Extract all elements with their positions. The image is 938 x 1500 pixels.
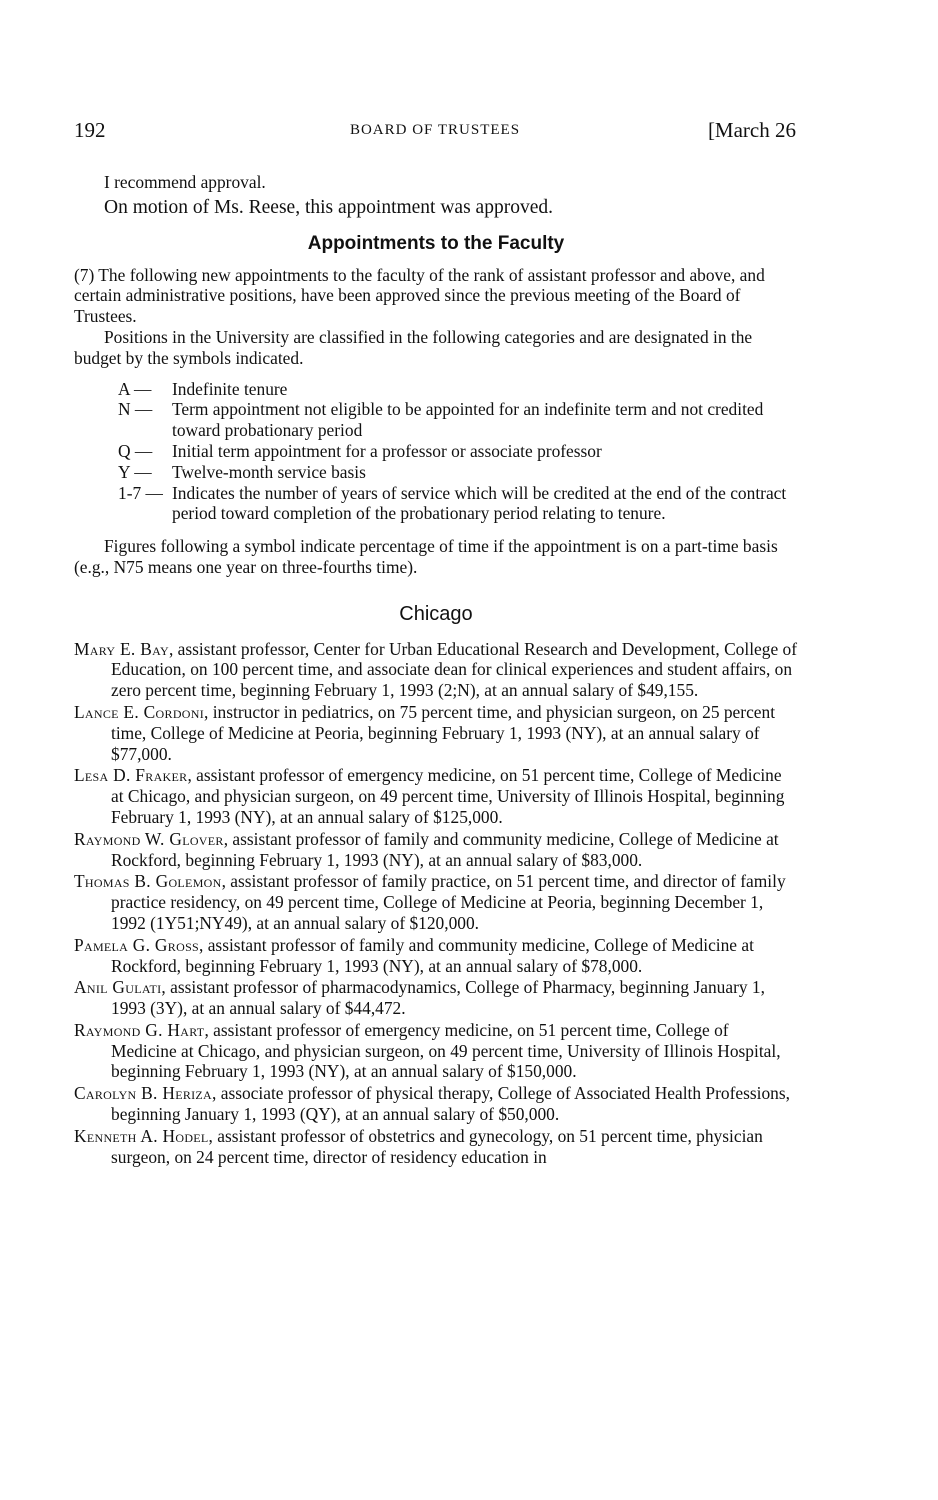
symbol-description: Twelve-month service basis [172,461,366,482]
appointment-entry [74,1020,798,1082]
symbol-code: 1-7 — [118,482,163,503]
symbol-description: Indefinite tenure [172,378,288,399]
symbol-row [118,462,798,483]
symbol-row [118,399,798,441]
appointment-list [74,639,798,1168]
symbol-code: Q — [118,440,153,461]
campus-heading: Chicago [399,602,473,625]
appointment-entry [74,935,798,977]
appointment-entry [74,765,798,827]
appointment-details: , associate professor of physical therapy, College of Associated Health Professions, beginning January 1, 1993 (QY), at an annual salary of $50,000. [111,1083,790,1125]
appointment-details: , assistant professor of pharmacodynamics, College of Pharmacy, beginning January 1, 1993 (3Y), at an annual salary of $44,472. [111,977,765,1019]
appointment-details: , assistant professor of family and community medicine, College of Medicine at Rockford, beginning February 1, 1993 (NY), at an annual salary of $78,000. [111,934,754,976]
symbol-description: Indicates the number of years of service which will be credited at the end of the contract period toward completion of the probationary period relating to tenure. [172,482,787,524]
appointment-entry [74,829,798,871]
appointment-entry [74,977,798,1019]
document-body [74,172,798,1168]
page-number: 192 [74,118,106,142]
symbol-row [118,483,798,525]
symbol-description: Initial term appointment for a professor or associate professor [172,440,602,461]
appointment-entry [74,702,798,764]
appointee-name: Mary E. Bay [74,638,169,659]
appointment-details: , assistant professor of emergency medicine, on 51 percent time, College of Medicine at Chicago, and physician surgeon, on 49 percent time, University of Illinois Hospital, beginning February 1, 1993 (NY), at an annual salary of $150,000. [111,1019,781,1082]
symbol-code: A — [118,378,152,399]
motion-line: On motion of Ms. Reese, this appointment was approved. [104,196,553,218]
appointee-name: Kenneth A. Hodel [74,1125,209,1146]
symbol-row [118,441,798,462]
appointee-name: Anil Gulati [74,977,162,998]
section-heading: Appointments to the Faculty [307,232,565,254]
appointee-name: Pamela G. Gross [74,934,200,955]
appointee-name: Lance E. Cordoni [74,701,205,722]
appointee-name: Carolyn B. Heriza [74,1083,213,1104]
appointee-name: Thomas B. Golemon [74,871,222,892]
symbol-code: N — [118,399,153,420]
appointee-name: Lesa D. Fraker [74,765,188,786]
symbol-description: Term appointment not eligible to be appointed for an indefinite term and not credited toward probationary period [172,399,764,441]
appointee-name: Raymond W. Glover [74,828,224,849]
appointment-details: , assistant professor of family and community medicine, College of Medicine at Rockford, beginning February 1, 1993 (NY), at an annual salary of $83,000. [111,828,779,870]
appointment-details: , assistant professor of emergency medicine, on 51 percent time, College of Medicine at Chicago, and physician surgeon, on 49 percent time, University of Illinois Hospital, beginning February 1, 1993 (NY), at an annual salary of $125,000. [111,765,785,827]
intro-paragraph: (7) The following new appointments to the faculty of the rank of assistant professor and above, and certain administrative positions, have been approved since the previous meeting of the Board of Trustees. [74,264,765,327]
appointment-entry [74,1126,798,1168]
running-header [74,118,796,148]
appointment-details: , assistant professor of obstetrics and gynecology, on 51 percent time, physician surgeon, on 24 percent time, director of residency education in [111,1125,763,1167]
appointment-entry [74,871,798,933]
figures-note: Figures following a symbol indicate percentage of time if the appointment is on a part-time basis (e.g., N75 means one year on three-fourths time). [74,536,778,577]
appointment-details: , assistant professor of family practice, on 51 percent time, and director of family practice residency, on 49 percent time, College of Medicine at Peoria, beginning December 1, 1992 (1Y51;NY49), at an annual salary of $120,000. [111,871,786,933]
running-title: BOARD OF TRUSTEES [349,122,521,138]
appointment-details: , assistant professor, Center for Urban Educational Research and Development, College of Education, on 100 percent time, and associate dean for clinical experiences and student affairs, on zero percent time, beginning February 1, 1993 (2;N), at an annual salary of $49,155. [111,638,798,701]
appointee-name: Raymond G. Hart [74,1019,205,1040]
appointment-entry [74,639,798,701]
symbol-code: Y — [118,461,152,482]
classification-paragraph: Positions in the University are classified in the following categories and are designated in the budget by the symbols indicated. [74,326,753,368]
header-date: [March 26 [707,118,796,142]
recommend-line: I recommend approval. [104,172,266,192]
symbol-row [118,379,798,400]
symbol-list [118,379,798,525]
appointment-entry [74,1083,798,1125]
appointment-details: , instructor in pediatrics, on 75 percent time, and physician surgeon, on 25 percent time, College of Medicine at Peoria, beginning February 1, 1993 (NY), at an annual salary of $77,000. [111,701,776,764]
